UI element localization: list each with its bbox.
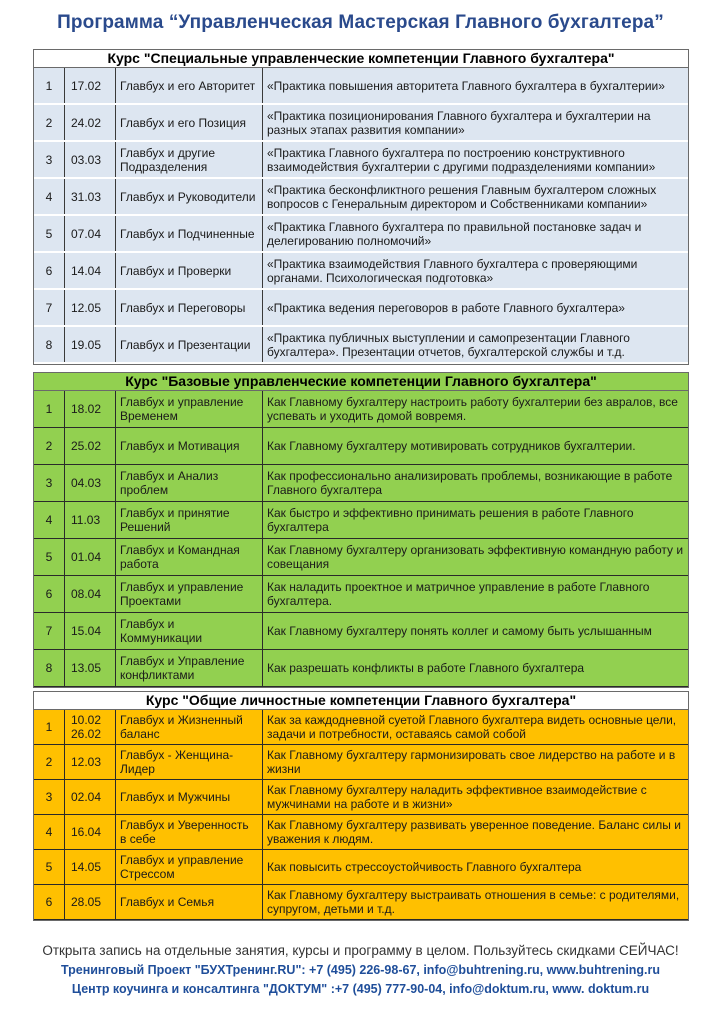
row-date: 14.05: [65, 850, 116, 884]
table-row: [34, 179, 688, 216]
row-topic: Главбух и управление Проектами: [116, 576, 263, 612]
row-number: 7: [34, 290, 65, 325]
row-number: 8: [34, 650, 65, 686]
row-number: 6: [34, 576, 65, 612]
course-section-special: [33, 49, 689, 365]
row-date: 17.02: [65, 68, 116, 103]
row-date: 12.05: [65, 290, 116, 325]
row-topic: Главбух и Переговоры: [116, 290, 263, 325]
row-date: 07.04: [65, 216, 116, 251]
row-date: 16.04: [65, 815, 116, 849]
row-description: Как быстро и эффективно принимать решения в работе Главного бухгалтера: [267, 506, 634, 534]
course-section-basic: [33, 372, 689, 688]
table-row: [34, 576, 688, 613]
row-number: 5: [34, 539, 65, 575]
row-number: 3: [34, 465, 65, 501]
row-topic: Главбух и его Позиция: [116, 105, 263, 140]
row-topic: Главбух и Семья: [116, 885, 263, 919]
row-topic: Главбух и Руководители: [116, 179, 263, 214]
table-row: [34, 428, 688, 465]
row-topic: Главбух и другие Подразделения: [116, 142, 263, 177]
table-row: [34, 216, 688, 253]
row-date: 12.03: [65, 745, 116, 779]
row-description: Как наладить проектное и матричное управление в работе Главного бухгалтера.: [267, 580, 650, 608]
row-number: 3: [34, 780, 65, 814]
row-description: «Практика Главного бухгалтера по построению конструктивного взаимодействия бухгалтерии с другими подразделениями компании»: [267, 145, 656, 174]
table-row: [34, 502, 688, 539]
row-number: 2: [34, 105, 65, 140]
row-topic: Главбух и Уверенность в себе: [116, 815, 263, 849]
row-date: 14.04: [65, 253, 116, 288]
row-topic: Главбух и Жизненный баланс: [116, 710, 263, 744]
row-description: Как Главному бухгалтеру гармонизировать свое лидерство на работе и в жизни: [267, 748, 676, 776]
row-date: 04.03: [65, 465, 116, 501]
row-topic: Главбух и управление Временем: [116, 391, 263, 427]
row-description: Как профессионально анализировать проблемы, возникающие в работе Главного бухгалтера: [267, 469, 673, 497]
row-date: 11.03: [65, 502, 116, 538]
row-description: Как Главному бухгалтеру наладить эффективное взаимодействие с мужчинами на работе и в жизни»: [267, 783, 647, 811]
row-number: 1: [34, 391, 65, 427]
row-topic: Главбух и Мужчины: [116, 780, 263, 814]
row-description: Как Главному бухгалтеру понять коллег и самому быть услышанным: [267, 624, 652, 638]
row-number: 5: [34, 850, 65, 884]
row-date: 02.04: [65, 780, 116, 814]
page-title: Программа “Управленческая Мастерская Главного бухгалтера”: [57, 12, 664, 33]
course-section-personal: [33, 691, 689, 921]
row-date: 18.02: [65, 391, 116, 427]
row-topic: Главбух и управление Стрессом: [116, 850, 263, 884]
row-topic: Главбух и Анализ проблем: [116, 465, 263, 501]
table-row: [34, 650, 688, 687]
row-topic: Главбух - Женщина-Лидер: [116, 745, 263, 779]
table-row: [34, 290, 688, 327]
row-topic: Главбух и Мотивация: [116, 428, 263, 464]
row-number: 2: [34, 745, 65, 779]
row-date: 13.05: [65, 650, 116, 686]
row-topic: Главбух и Командная работа: [116, 539, 263, 575]
table-row: [34, 391, 688, 428]
table-row: [34, 850, 688, 885]
table-row: [34, 815, 688, 850]
row-number: 4: [34, 502, 65, 538]
row-description: Как Главному бухгалтеру настроить работу бухгалтерии без авралов, все успевать и уходить домой вовремя.: [267, 395, 678, 423]
row-description: «Практика позиционирования Главного бухгалтера и бухгалтерии на разных этапах развития компании»: [267, 108, 651, 137]
row-date: 25.02: [65, 428, 116, 464]
row-description: Как Главному бухгалтеру выстраивать отношения в семье: с родителями, супругом, детьми и т.д.: [267, 888, 680, 916]
table-row: [34, 613, 688, 650]
row-description: Как Главному бухгалтеру организовать эффективную командную работу и совещания: [267, 543, 684, 571]
course-table: [34, 391, 688, 687]
table-row: [34, 539, 688, 576]
row-number: 1: [34, 68, 65, 103]
row-date: 10.02 26.02: [65, 710, 116, 744]
row-date: 08.04: [65, 576, 116, 612]
table-row: [34, 327, 688, 364]
table-row: [34, 745, 688, 780]
row-topic: Главбух и Презентации: [116, 327, 263, 362]
row-topic: Главбух и Подчиненные: [116, 216, 263, 251]
table-row: [34, 142, 688, 179]
section-title: Курс "Специальные управленческие компетенции Главного бухгалтера": [34, 50, 688, 68]
footer-contact-buhtrening: Тренинговый Проект "БУХТренинг.RU": +7 (495) 226-98-67, info@buhtrening.ru, www.buhtrening.ru: [60, 963, 661, 977]
table-row: [34, 465, 688, 502]
row-description: «Практика повышения авторитета Главного бухгалтера в бухгалтерии»: [267, 78, 665, 93]
row-topic: Главбух и Управление конфликтами: [116, 650, 263, 686]
row-description: Как разрешать конфликты в работе Главного бухгалтера: [267, 661, 585, 675]
row-number: 5: [34, 216, 65, 251]
row-description: Как Главному бухгалтеру развивать уверенное поведение. Баланс силы и уважения к людям.: [267, 818, 681, 846]
row-number: 4: [34, 815, 65, 849]
row-description: Как повысить стрессоустойчивость Главного бухгалтера: [267, 860, 582, 874]
row-date: 19.05: [65, 327, 116, 362]
table-row: [34, 105, 688, 142]
row-date: 15.04: [65, 613, 116, 649]
table-row: [34, 68, 688, 105]
row-description: «Практика публичных выступлении и самопрезентации Главного бухгалтера». Презентации отчетов, бухгалтерской службы и т.д.: [267, 330, 630, 359]
row-date: 31.03: [65, 179, 116, 214]
section-title: Курс "Общие личностные компетенции Главного бухгалтера": [34, 692, 688, 710]
row-topic: Главбух и Проверки: [116, 253, 263, 288]
row-date: 03.03: [65, 142, 116, 177]
course-table: [34, 710, 688, 920]
row-description: Как за каждодневной суетой Главного бухгалтера видеть основные цели, задачи и потребности, оставаясь самой собой: [267, 713, 677, 741]
section-title: Курс "Базовые управленческие компетенции Главного бухгалтера": [34, 373, 688, 391]
table-row: [34, 253, 688, 290]
row-number: 4: [34, 179, 65, 214]
row-description: «Практика ведения переговоров в работе Главного бухгалтера»: [267, 300, 625, 315]
row-topic: Главбух и принятие Решений: [116, 502, 263, 538]
row-number: 6: [34, 253, 65, 288]
row-description: «Практика взаимодействия Главного бухгалтера с проверяющими органами. Психологическая подготовка»: [267, 256, 638, 285]
row-description: Как Главному бухгалтеру мотивировать сотрудников бухгалтерии.: [267, 439, 636, 453]
footer-enrollment-note: Открыта запись на отдельные занятия, курсы и программу в целом. Пользуйтесь скидками СЕЙЧАС!: [42, 943, 679, 958]
course-table: [34, 68, 688, 364]
table-row: [34, 710, 688, 745]
row-number: 6: [34, 885, 65, 919]
row-number: 8: [34, 327, 65, 362]
row-number: 1: [34, 710, 65, 744]
row-description: «Практика Главного бухгалтера по правильной постановке задач и делегированию полномочий»: [267, 219, 642, 248]
row-topic: Главбух и его Авторитет: [116, 68, 263, 103]
row-date: 01.04: [65, 539, 116, 575]
row-description: «Практика бесконфликтного решения Главным бухгалтером сложных вопросов с Генеральным директором и Собственниками компании»: [267, 182, 657, 211]
row-number: 3: [34, 142, 65, 177]
table-row: [34, 780, 688, 815]
table-row: [34, 885, 688, 920]
row-date: 28.05: [65, 885, 116, 919]
row-number: 7: [34, 613, 65, 649]
row-number: 2: [34, 428, 65, 464]
footer-contact-doktum: Центр коучинга и консалтинга "ДОКТУМ" :+7 (495) 777-90-04, info@doktum.ru, www. doktum.ru: [71, 982, 650, 996]
row-topic: Главбух и Коммуникации: [116, 613, 263, 649]
row-date: 24.02: [65, 105, 116, 140]
